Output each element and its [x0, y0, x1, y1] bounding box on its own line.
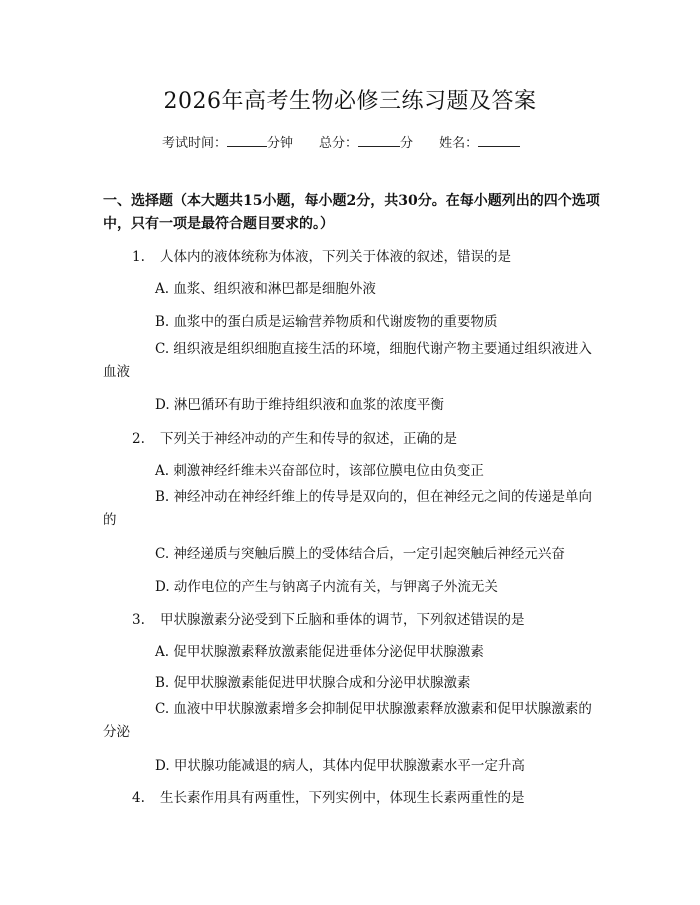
question-text: 生长素作用具有两重性，下列实例中，体现生长素两重性的是: [160, 790, 525, 806]
score-unit: 分: [400, 136, 414, 151]
question-stem: [132, 608, 525, 628]
option-c: C. 神经递质与突触后膜上的受体结合后，一定引起突触后神经元兴奋: [155, 546, 565, 562]
question-stem: [132, 245, 511, 265]
option-b: B. 神经冲动在神经纤维上的传导是双向的，但在神经元之间的传递是单向的: [103, 489, 593, 528]
score-blank: [358, 134, 400, 147]
section-heading: 一、选择题（本大题共15小题，每小题2分，共30分。在每小题列出的四个选项中，只有一项是最符合题目要求的。）: [103, 193, 600, 232]
time-label: 考试时间：: [162, 136, 228, 151]
option-b: B. 血浆中的蛋白质是运输营养物质和代谢废物的重要物质: [155, 314, 498, 330]
time-unit: 分钟: [267, 136, 294, 151]
option-c: C. 组织液是组织细胞直接生活的环境，细胞代谢产物主要通过组织液进入血液: [103, 341, 592, 380]
name-label: 姓名：: [439, 136, 479, 151]
exam-info-line: [162, 132, 520, 151]
question-number: 1.: [132, 249, 145, 265]
question-stem: [132, 427, 457, 447]
option-b: B. 促甲状腺激素能促进甲状腺合成和分泌甲状腺激素: [155, 675, 471, 691]
score-label: 总分：: [319, 136, 359, 151]
question-stem: [132, 786, 525, 806]
time-blank: [227, 134, 267, 147]
option-d: D. 动作电位的产生与钠离子内流有关，与钾离子外流无关: [155, 579, 498, 595]
option-a: A. 血浆、组织液和淋巴都是细胞外液: [155, 281, 376, 297]
option-d: D. 甲状腺功能减退的病人，其体内促甲状腺激素水平一定升高: [155, 758, 525, 774]
option-d: D. 淋巴循环有助于维持组织液和血浆的浓度平衡: [155, 397, 444, 413]
question-text: 甲状腺激素分泌受到下丘脑和垂体的调节，下列叙述错误的是: [160, 612, 525, 628]
question-text: 下列关于神经冲动的产生和传导的叙述，正确的是: [160, 431, 457, 447]
question-number: 4.: [132, 790, 145, 806]
question-number: 3.: [132, 612, 145, 628]
question-text: 人体内的液体统称为体液，下列关于体液的叙述，错误的是: [160, 249, 511, 265]
name-blank: [478, 134, 520, 147]
page-title: 2026年高考生物必修三练习题及答案: [163, 89, 537, 114]
option-a: A. 促甲状腺激素释放激素能促进垂体分泌促甲状腺激素: [155, 644, 484, 660]
option-c: C. 血液中甲状腺激素增多会抑制促甲状腺激素释放激素和促甲状腺激素的分泌: [103, 701, 592, 740]
question-number: 2.: [132, 431, 145, 447]
option-a: A. 刺激神经纤维未兴奋部位时，该部位膜电位由负变正: [155, 463, 484, 479]
